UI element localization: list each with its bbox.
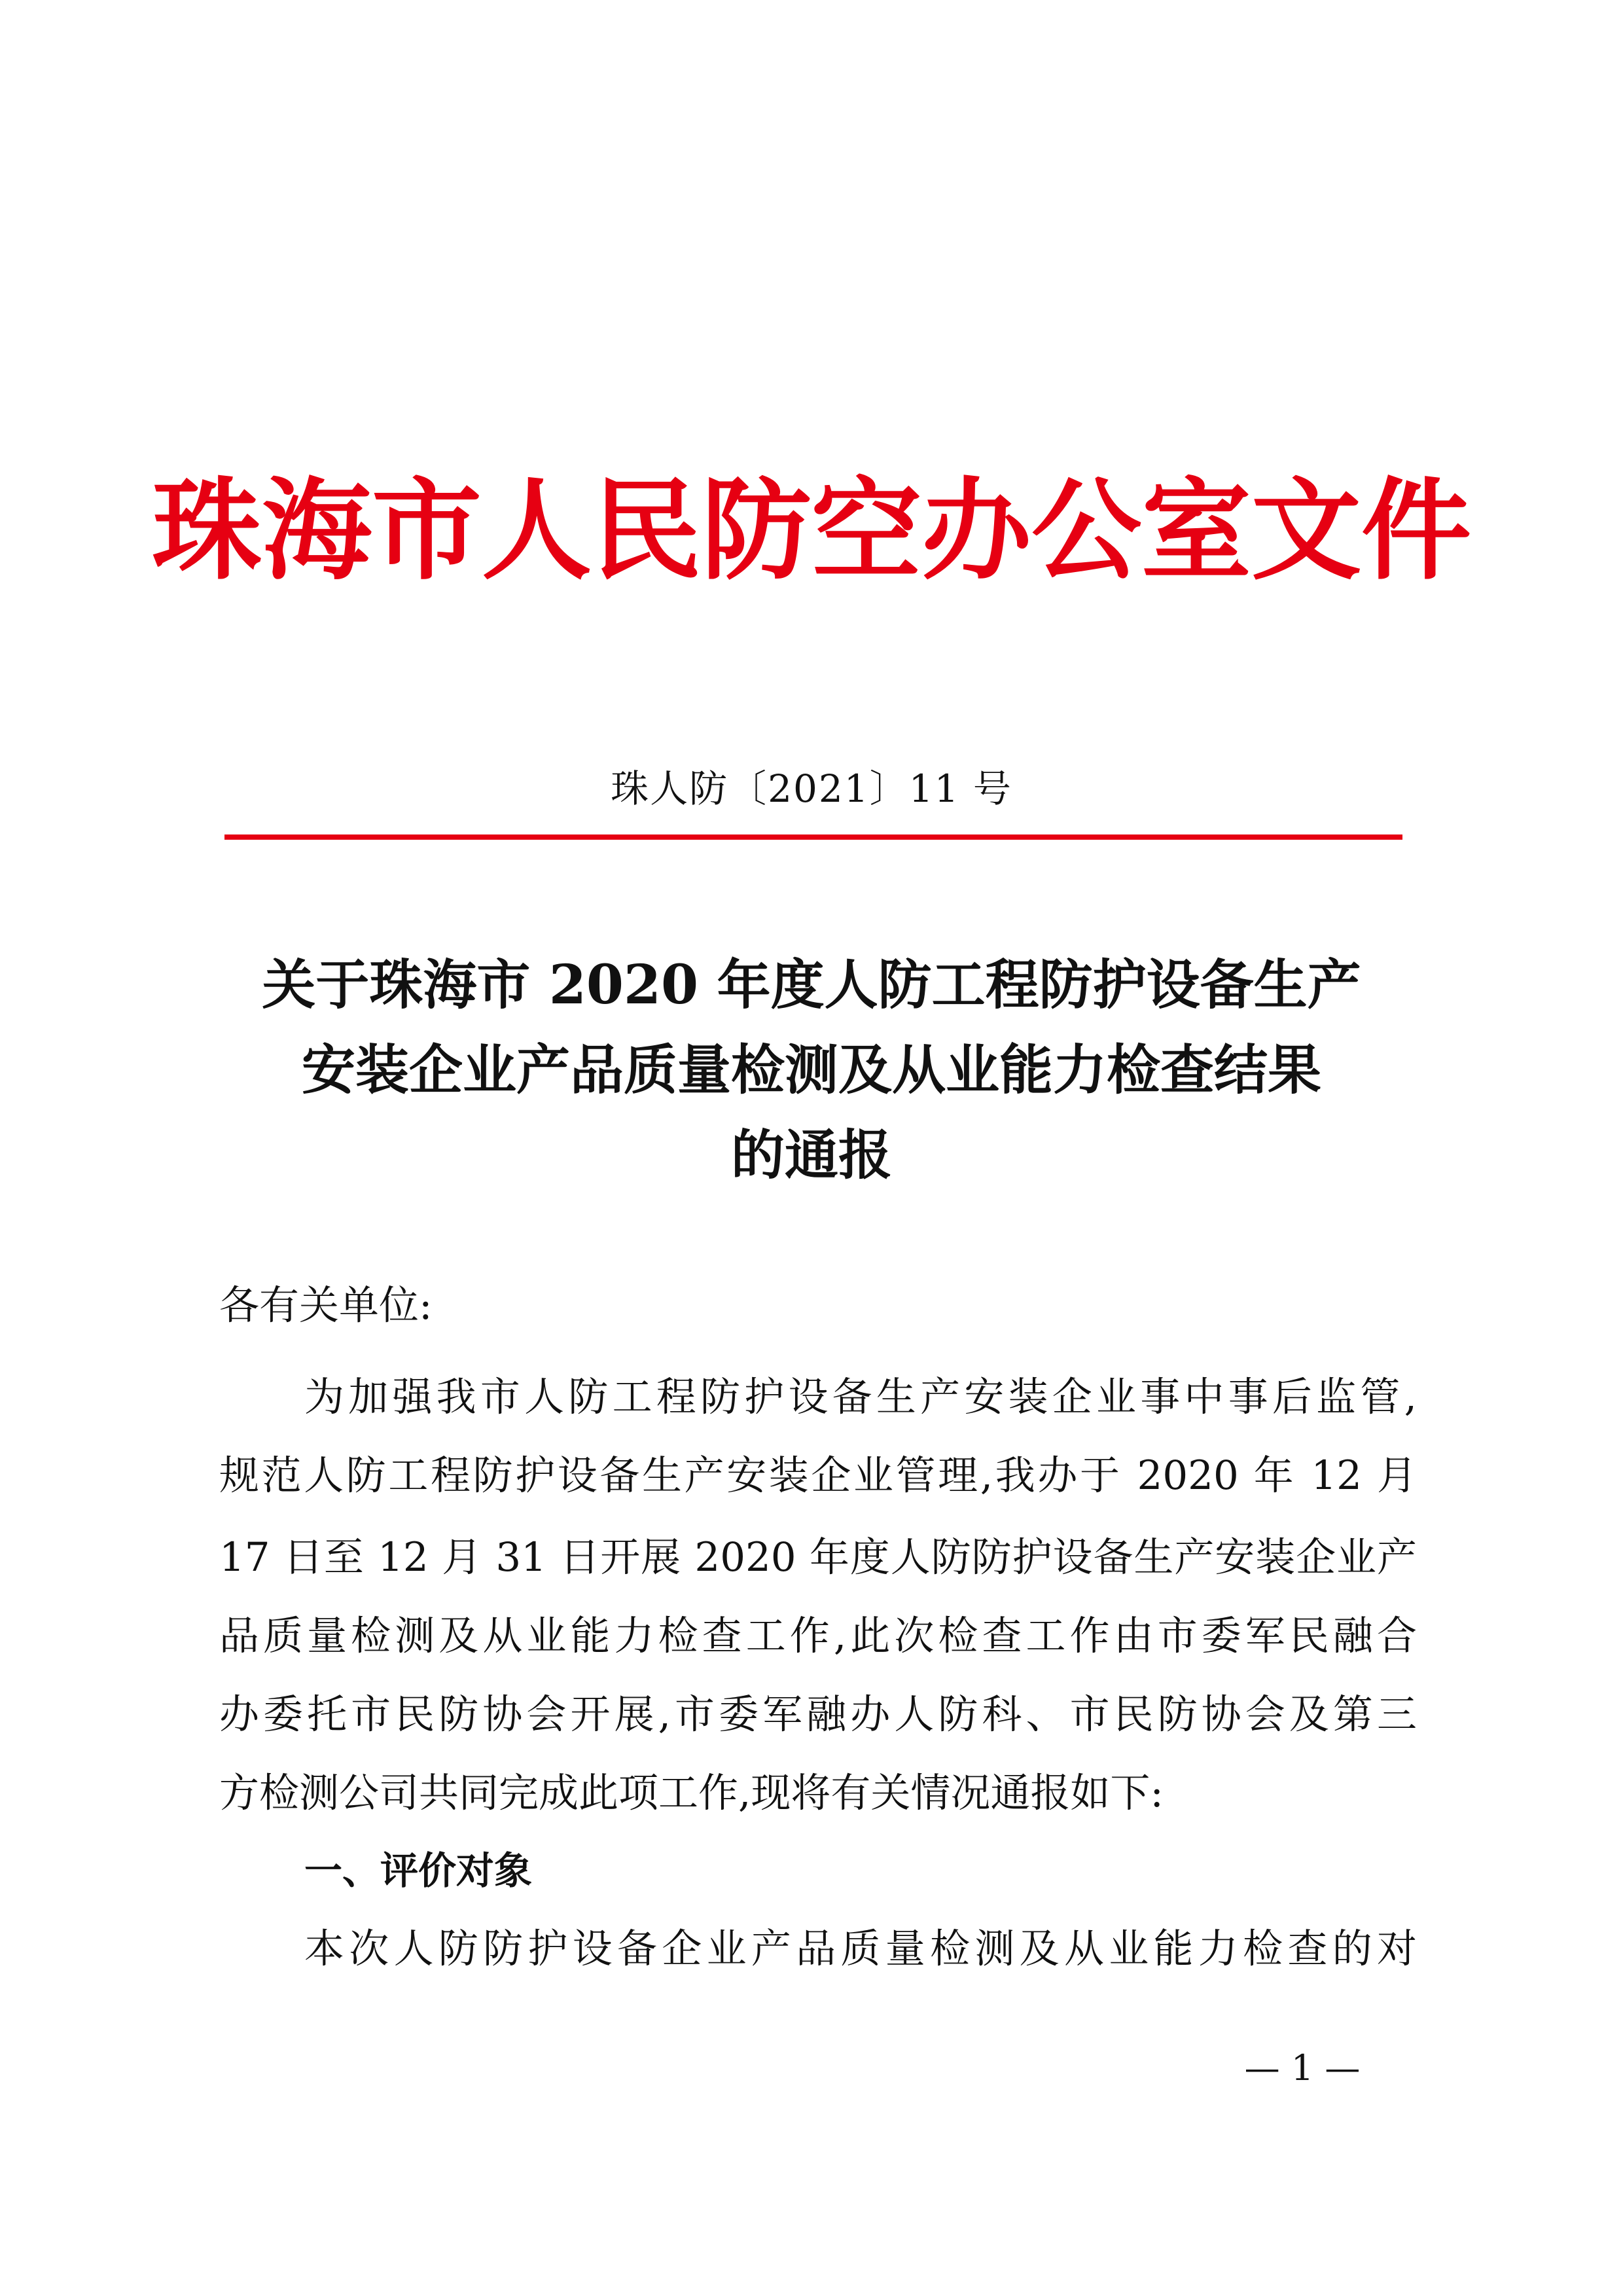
title-line-3: 的通报 xyxy=(730,1124,892,1187)
paragraph-line: 规范人防工程防护设备生产安装企业管理,我办于 2020 年 12 月 xyxy=(219,1452,1417,1499)
document-title xyxy=(0,942,1623,1198)
document-masthead: 珠海市人民防空办公室文件 xyxy=(152,465,1471,595)
paragraph-line: 为加强我市人防工程防护设备生产安装企业事中事后监管, xyxy=(304,1374,1417,1420)
document-number: 珠人防〔2021〕11 号 xyxy=(611,766,1012,811)
section-heading: 一、评价对象 xyxy=(304,1848,533,1893)
paragraph-line: 方检测公司共同完成此项工作,现将有关情况通报如下: xyxy=(219,1770,1164,1816)
section-text: 本次人防防护设备企业产品质量检测及从业能力检查的对 xyxy=(304,1926,1417,1972)
salutation: 各有关单位: xyxy=(219,1282,433,1329)
page-number: — 1 — xyxy=(1244,2047,1361,2089)
title-line-2: 安装企业产品质量检测及从业能力检查结果 xyxy=(301,1039,1321,1102)
red-separator-line xyxy=(224,834,1402,840)
paragraph-line: 17 日至 12 月 31 日开展 2020 年度人防防护设备生产安装企业产 xyxy=(219,1534,1417,1581)
paragraph-line: 办委托市民防协会开展,市委军融办人防科、市民防协会及第三 xyxy=(219,1691,1417,1738)
paragraph-line: 品质量检测及从业能力检查工作,此次检查工作由市委军民融合 xyxy=(219,1613,1417,1659)
title-line-1: 关于珠海市 2020 年度人防工程防护设备生产 xyxy=(262,954,1361,1016)
